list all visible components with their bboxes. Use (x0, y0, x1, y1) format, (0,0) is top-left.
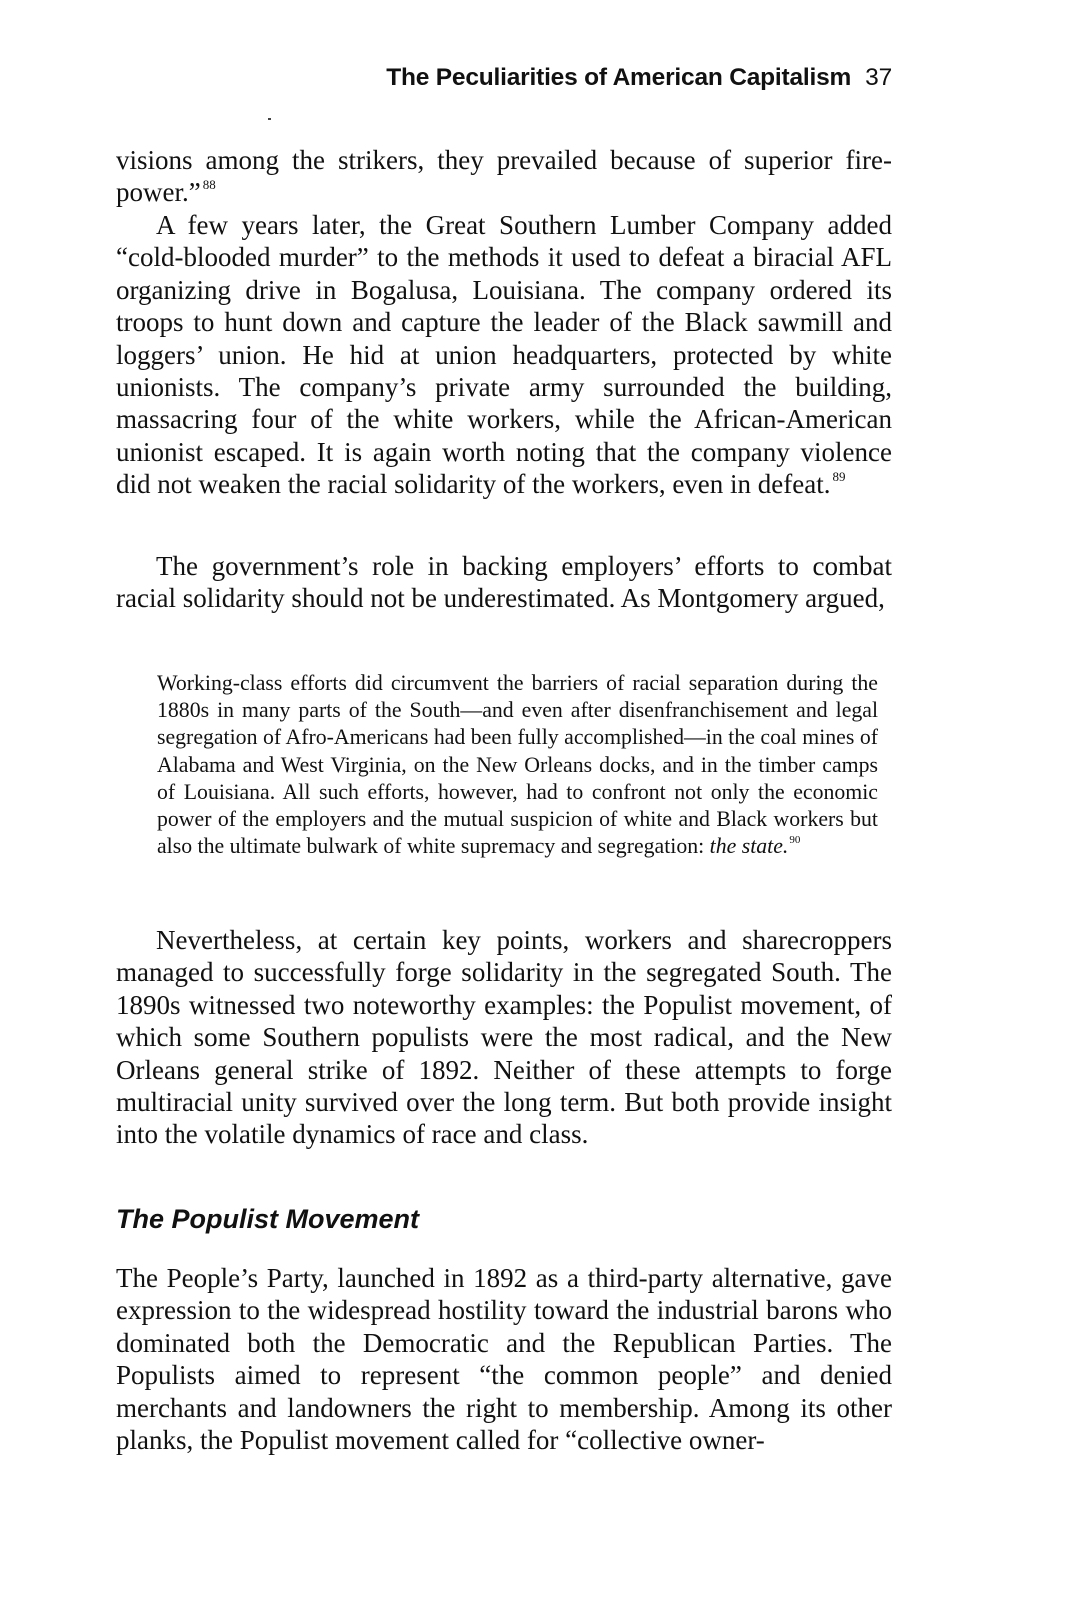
running-head-title: The Peculiarities of American Capitalism (386, 64, 852, 91)
scan-mark (268, 118, 271, 120)
footnote-ref: 90 (789, 834, 801, 847)
paragraph-text: Nevertheless, at certain key points, workers and sharecroppers managed to successfully forge solidarity in the segregated South. The 1890s witnessed two noteworthy examples: the Populist movement, of which some Southern populists were the most radical, and the New Orleans general strike of 1892. Neither of these attempts to forge multiracial unity survived over the long term. But both provide insight into the volatile dynamics of race and class. (116, 925, 892, 1150)
paragraph-4 (116, 924, 892, 1151)
paragraph-3 (116, 550, 892, 615)
footnote-ref: 88 (202, 177, 216, 193)
paragraph-text: A few years later, the Great Southern Lumber Company added “cold-blooded murder” to the methods it used to defeat a biracial AFL organizing drive in Bogalusa, Louisiana. The company ordered its troops to hunt down and capture the leader of the Black sawmill and loggers’ union. He hid at union headquarters, protected by white unionists. The company’s private army surrounded the building, massacring four of the white workers, while the African-American unionist escaped. It is again worth noting that the company violence did not weaken the racial solidarity of the workers, even in defeat. $^{89}$ (116, 210, 892, 500)
quote-emphasis: the state. (709, 834, 789, 859)
paragraph-5 (116, 1262, 892, 1456)
paragraph-text: The People’s Party, launched in 1892 as a third-party alternative, gave expression to the widespread hostility toward the industrial barons who dominated both the Democratic and the Republican Parties. The Populists aimed to represent “the common people” and denied merchants and landowners the right to membership. Among its other planks, the Populist movement called for “collective owner- (116, 1263, 892, 1456)
paragraph-1 (116, 144, 892, 209)
block-quote: Working-class efforts did circumvent the barriers of racial separation during the 1880s in many parts of the South—and even after disenfranchisement and legal segregation of Afro-Americans had been fully accomplished—in the coal mines of Alabama and West Virginia, on the New Orleans docks, and in the timber camps of Louisiana. All such efforts, however, had to confront not only the economic power of the employers and the mutual suspicion of white and Black workers but also the ultimate bulwark of white supremacy and segregation: the state.$^{90}$ (157, 671, 878, 859)
paragraph-2 (116, 209, 892, 501)
paragraph-text: visions among the strikers, they prevailed because of superior fire-power.” $^{88}$ (116, 145, 892, 208)
section-heading: The Populist Movement (116, 1204, 420, 1234)
footnote-ref: 89 (832, 469, 846, 485)
page-number: 37 (865, 64, 892, 91)
paragraph-text: The government’s role in backing employers’ efforts to combat racial solidarity should not be underestimated. As Montgomery argued, (116, 551, 892, 614)
running-head (116, 64, 892, 92)
